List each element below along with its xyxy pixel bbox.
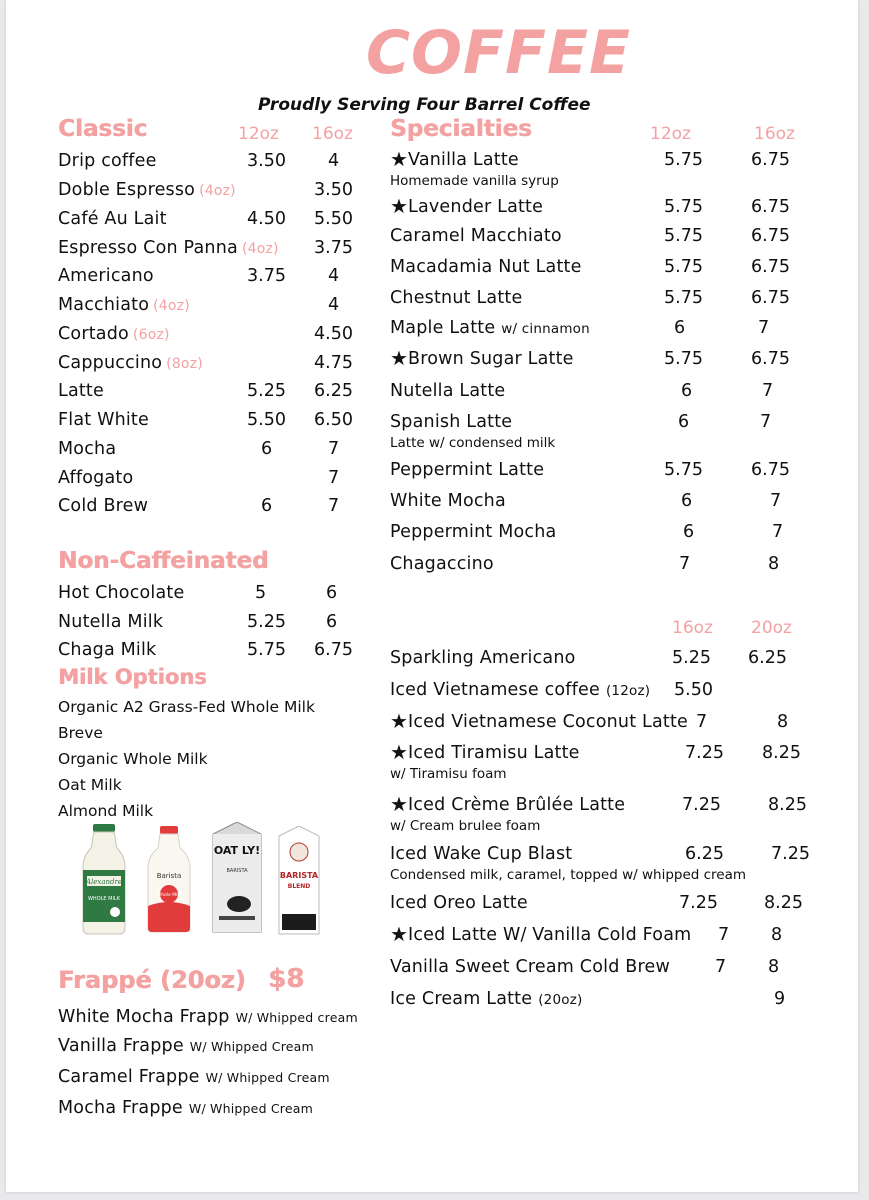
star-icon: ★: [390, 740, 408, 764]
frappe-price: $8: [268, 964, 305, 994]
noncaf-heading: Non-Caffeinated: [58, 548, 269, 574]
iced-item-name: Iced Latte W/ Vanilla Cold Foam: [408, 925, 692, 945]
classic-item-price-16oz: 3.50: [314, 180, 353, 200]
iced-item-price-2: 8.25: [768, 795, 807, 815]
classic-item-note: (4oz): [199, 183, 236, 199]
specialties-item-name: Maple Latte w/ cinnamon: [390, 318, 590, 338]
milk-image-barista-label: Barista: [156, 872, 182, 880]
iced-size2: 20oz: [751, 618, 792, 638]
specialties-item-price-2: 6.75: [751, 349, 790, 369]
milk-image-alexandre: [79, 824, 129, 936]
specialties-item-price-1: 7: [679, 554, 691, 574]
classic-item-name: Drip coffee: [58, 151, 157, 171]
star-icon: ★: [390, 709, 408, 733]
classic-item-note: (6oz): [132, 327, 170, 343]
iced-item-name: Iced Vietnamese coffee (12oz): [390, 680, 651, 700]
specialties-item-price-2: 6.75: [751, 150, 790, 170]
noncaf-item-price-12oz: 5.25: [247, 612, 286, 632]
classic-item-note: (4oz): [241, 241, 279, 257]
iced-size1: 16oz: [672, 618, 713, 638]
classic-size1: 12oz: [238, 124, 279, 144]
specialties-item-price-1: 5.75: [664, 257, 703, 277]
classic-item-name: Cortado (6oz): [58, 324, 170, 344]
classic-item-price-16oz: 7: [328, 468, 340, 488]
specialties-size1: 12oz: [650, 124, 691, 144]
classic-item-name: Café Au Lait: [58, 209, 167, 229]
specialties-item-price-2: 6.75: [751, 460, 790, 480]
specialties-item-price-2: 6.75: [751, 257, 790, 277]
noncaf-item-price-16oz: 6.75: [314, 640, 353, 660]
milk-image-barista: [146, 826, 192, 934]
milk-image-barista-blend-label: BARISTA: [279, 871, 319, 880]
iced-item-name: Iced Crème Brûlée Latte: [408, 795, 626, 815]
frappe-item-name: Vanilla Frappe W/ Whipped Cream: [58, 1036, 314, 1056]
milk-image-alexandre-sub: WHOLE MILK: [87, 896, 121, 902]
classic-item-name: Macchiato (4oz): [58, 295, 190, 315]
classic-item-note: (8oz): [166, 356, 203, 372]
specialties-item-sub-note: Homemade vanilla syrup: [390, 173, 559, 189]
iced-item-name: Iced Tiramisu Latte: [408, 743, 580, 763]
iced-item-price-1: 5.50: [674, 680, 713, 700]
classic-item-price-16oz: 6.25: [314, 381, 353, 401]
classic-item-price-16oz: 5.50: [314, 209, 353, 229]
iced-item-price-1: 7.25: [685, 743, 724, 763]
classic-item-price-16oz: 4.75: [314, 353, 353, 373]
page-title: COFFEE: [366, 18, 631, 88]
classic-heading: Classic: [58, 116, 148, 142]
iced-item-name: Iced Vietnamese Coconut Latte: [408, 712, 688, 732]
classic-item-price-16oz: 3.75: [314, 238, 353, 258]
classic-size2: 16oz: [312, 124, 353, 144]
specialties-item-price-2: 7: [772, 522, 784, 542]
specialties-item-price-2: 7: [760, 412, 772, 432]
classic-item-price-12oz: 3.50: [247, 151, 286, 171]
specialties-item-name: Peppermint Latte: [390, 460, 545, 480]
milk-image-oatly-sub: BARISTA: [226, 868, 248, 874]
milk-heading: Milk Options: [58, 665, 207, 689]
star-icon: ★: [390, 147, 408, 171]
iced-item-name: Sparkling Americano: [390, 648, 576, 668]
milk-image-barista-blend-sub: BLEND: [287, 883, 311, 890]
classic-item-price-16oz: 4.50: [314, 324, 353, 344]
specialties-item-name: Caramel Macchiato: [390, 226, 562, 246]
milk-image-oatly-label: OAT LY!: [213, 844, 261, 857]
specialties-item-price-2: 6.75: [751, 197, 790, 217]
milk-option-item: Organic A2 Grass-Fed Whole Milk: [58, 698, 315, 716]
classic-item-price-12oz: 5.25: [247, 381, 286, 401]
frappe-item-note: W/ Whipped Cream: [188, 1101, 313, 1116]
classic-item-name: Flat White: [58, 410, 149, 430]
classic-item-price-16oz: 7: [328, 439, 340, 459]
frappe-item-name: Caramel Frappe W/ Whipped Cream: [58, 1067, 330, 1087]
classic-item-price-12oz: 3.75: [247, 266, 286, 286]
classic-item-name: Cappuccino (8oz): [58, 353, 203, 373]
iced-item-price-1: 7: [715, 957, 727, 977]
classic-item-name: Americano: [58, 266, 154, 286]
specialties-item-price-1: 6: [674, 318, 686, 338]
star-icon: ★: [390, 346, 408, 370]
classic-item-price-16oz: 4: [328, 151, 340, 171]
iced-item-name: Iced Wake Cup Blast: [390, 844, 573, 864]
specialties-item-price-2: 6.75: [751, 226, 790, 246]
specialties-item-name: Vanilla Latte: [408, 150, 519, 170]
iced-item-price-2: 8: [768, 957, 780, 977]
iced-item-price-1: 7.25: [682, 795, 721, 815]
classic-item-price-16oz: 6.50: [314, 410, 353, 430]
iced-item-price-1: 7.25: [679, 893, 718, 913]
classic-item-price-16oz: 7: [328, 496, 340, 516]
specialties-item-price-2: 6.75: [751, 288, 790, 308]
specialties-item-price-2: 7: [762, 381, 774, 401]
classic-item-name: Affogato: [58, 468, 134, 488]
specialties-item-inline-note: w/ cinnamon: [501, 321, 590, 337]
iced-item-sub-note: Condensed milk, caramel, topped w/ whipped cream: [390, 867, 747, 883]
iced-item-name: Iced Oreo Latte: [390, 893, 528, 913]
specialties-item-price-1: 5.75: [664, 460, 703, 480]
specialties-item-price-1: 6: [678, 412, 690, 432]
star-icon: ★: [390, 922, 408, 946]
iced-item-price-2: 8: [777, 712, 789, 732]
menu-page: [6, 0, 858, 1192]
iced-item-price-1: 7: [696, 712, 708, 732]
milk-image-alexandre-label: Alexandre: [85, 878, 123, 886]
frappe-item-note: W/ Whipped cream: [235, 1010, 358, 1025]
specialties-heading: Specialties: [390, 116, 532, 142]
specialties-item-name: White Mocha: [390, 491, 506, 511]
milk-option-item: Almond Milk: [58, 802, 154, 820]
classic-item-price-16oz: 4: [328, 295, 340, 315]
iced-item-price-2: 8.25: [764, 893, 803, 913]
iced-item-price-2: 9: [774, 989, 786, 1009]
specialties-item-price-2: 7: [770, 491, 782, 511]
star-icon: ★: [390, 792, 408, 816]
frappe-item-name: White Mocha Frapp W/ Whipped cream: [58, 1007, 358, 1027]
milk-option-item: Breve: [58, 724, 103, 742]
star-icon: ★: [390, 194, 408, 218]
frappe-item-note: W/ Whipped Cream: [205, 1070, 330, 1085]
classic-item-name: Espresso Con Panna (4oz): [58, 238, 279, 258]
specialties-item-price-1: 5.75: [664, 349, 703, 369]
iced-item-name: Ice Cream Latte (20oz): [390, 989, 583, 1009]
noncaf-item-price-12oz: 5.75: [247, 640, 286, 660]
iced-item-inline-note: (12oz): [605, 683, 651, 699]
noncaf-item-price-16oz: 6: [326, 583, 338, 603]
classic-item-price-12oz: 4.50: [247, 209, 286, 229]
iced-item-inline-note: (20oz): [538, 992, 583, 1008]
iced-item-price-1: 5.25: [672, 648, 711, 668]
specialties-item-name: Brown Sugar Latte: [408, 349, 574, 369]
specialties-item-price-1: 5.75: [664, 226, 703, 246]
classic-item-price-12oz: 6: [261, 496, 273, 516]
frappe-item-name: Mocha Frappe W/ Whipped Cream: [58, 1098, 313, 1118]
specialties-item-name: Nutella Latte: [390, 381, 506, 401]
specialties-item-price-1: 6: [681, 491, 693, 511]
milk-option-item: Organic Whole Milk: [58, 750, 208, 768]
classic-item-price-16oz: 4: [328, 266, 340, 286]
specialties-item-price-1: 6: [681, 381, 693, 401]
iced-item-price-1: 6.25: [685, 844, 724, 864]
specialties-size2: 16oz: [754, 124, 795, 144]
specialties-item-name: Spanish Latte: [390, 412, 513, 432]
specialties-item-name: Lavender Latte: [408, 197, 544, 217]
milk-image-barista-sub: Whole Milk: [156, 893, 182, 898]
classic-item-note: (4oz): [153, 298, 190, 314]
iced-item-price-2: 6.25: [748, 648, 787, 668]
classic-item-price-12oz: 6: [261, 439, 273, 459]
specialties-item-name: Chestnut Latte: [390, 288, 523, 308]
noncaf-item-name: Nutella Milk: [58, 612, 164, 632]
specialties-item-name: Peppermint Mocha: [390, 522, 557, 542]
iced-item-price-2: 7.25: [771, 844, 810, 864]
iced-item-sub-note: w/ Cream brulee foam: [390, 818, 541, 834]
milk-image-oatly: [209, 822, 265, 934]
classic-item-name: Doble Espresso (4oz): [58, 180, 236, 200]
iced-item-price-1: 7: [718, 925, 730, 945]
tagline: Proudly Serving Four Barrel Coffee: [258, 95, 591, 115]
noncaf-item-name: Chaga Milk: [58, 640, 157, 660]
noncaf-item-name: Hot Chocolate: [58, 583, 185, 603]
milk-image-barista-blend: [276, 826, 322, 936]
iced-item-sub-note: w/ Tiramisu foam: [390, 766, 507, 782]
iced-item-price-2: 8: [771, 925, 783, 945]
frappe-item-note: W/ Whipped Cream: [189, 1039, 314, 1054]
specialties-item-price-2: 8: [768, 554, 780, 574]
iced-item-name: Vanilla Sweet Cream Cold Brew: [390, 957, 670, 977]
classic-item-price-12oz: 5.50: [247, 410, 286, 430]
specialties-item-price-1: 5.75: [664, 288, 703, 308]
classic-item-name: Cold Brew: [58, 496, 149, 516]
specialties-item-name: Macadamia Nut Latte: [390, 257, 582, 277]
specialties-item-price-1: 5.75: [664, 150, 703, 170]
classic-item-name: Mocha: [58, 439, 117, 459]
classic-item-name: Latte: [58, 381, 104, 401]
specialties-item-price-1: 5.75: [664, 197, 703, 217]
noncaf-item-price-12oz: 5: [255, 583, 267, 603]
specialties-item-sub-note: Latte w/ condensed milk: [390, 435, 556, 451]
noncaf-item-price-16oz: 6: [326, 612, 338, 632]
frappe-heading: Frappé (20oz): [58, 966, 246, 994]
specialties-item-price-1: 6: [683, 522, 695, 542]
milk-option-item: Oat Milk: [58, 776, 122, 794]
specialties-item-name: Chagaccino: [390, 554, 494, 574]
specialties-item-price-2: 7: [758, 318, 770, 338]
iced-item-price-2: 8.25: [762, 743, 801, 763]
